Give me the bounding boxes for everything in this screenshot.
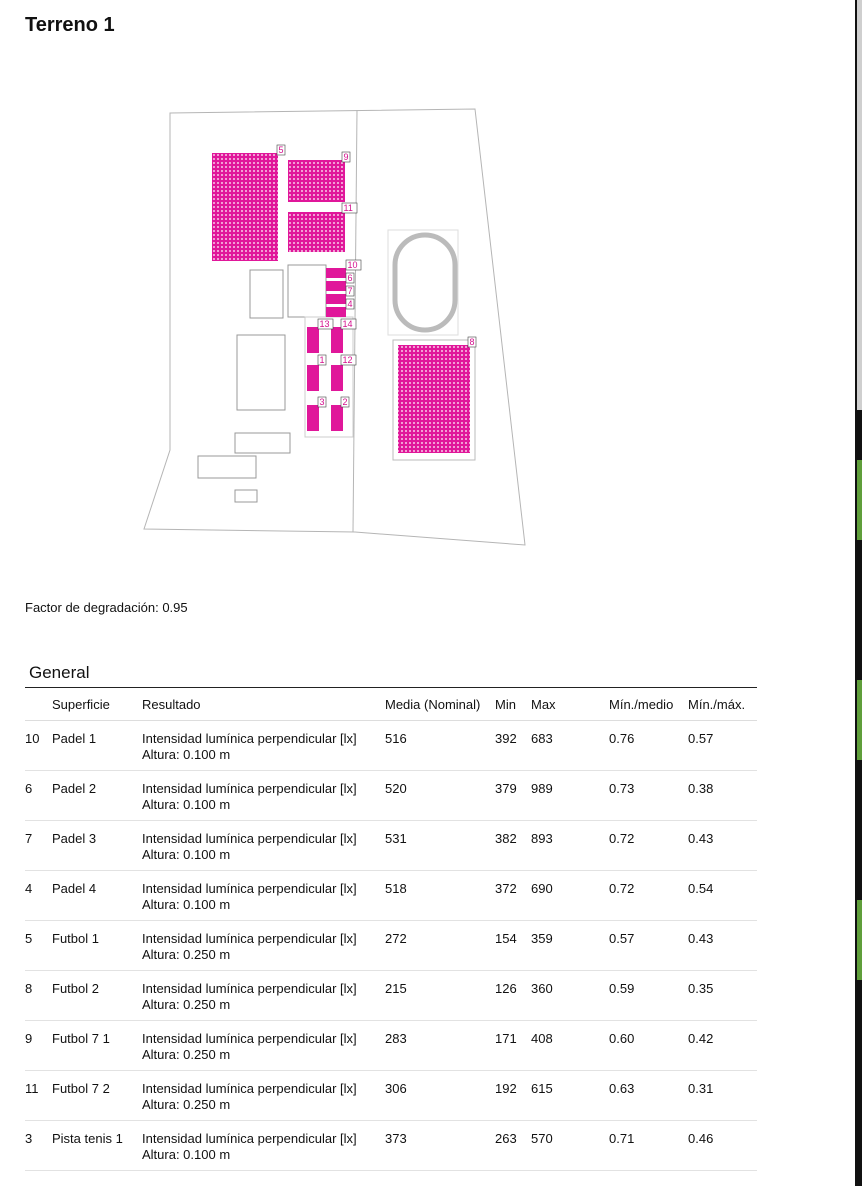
right-edge-gray <box>857 0 862 410</box>
row-media-text: 283 <box>385 1031 407 1046</box>
row-min-max <box>688 1121 757 1171</box>
plan-label: 2 <box>342 397 348 407</box>
plan-label: 8 <box>469 337 475 347</box>
row-surface-text: Futbol 7 1 <box>52 1031 110 1046</box>
row-index-text: 8 <box>25 981 33 996</box>
row-result-text: Intensidad lumínica perpendicular [lx] <box>142 1131 357 1146</box>
row-max <box>531 771 609 821</box>
row-height-text: Altura: 0.250 m <box>142 1047 231 1062</box>
row-result-text: Intensidad lumínica perpendicular [lx] <box>142 781 357 796</box>
row-result <box>142 1071 385 1121</box>
row-media-text: 215 <box>385 981 407 996</box>
header-index <box>25 688 52 721</box>
row-max-text: 360 <box>531 981 553 996</box>
pool <box>198 456 256 478</box>
row-min-text: 154 <box>495 931 517 946</box>
pool-small <box>235 490 257 502</box>
row-min <box>495 1071 531 1121</box>
row-height-text: Altura: 0.250 m <box>142 997 231 1012</box>
row-index <box>25 771 52 821</box>
building <box>250 270 283 318</box>
row-min-max <box>688 721 757 771</box>
row-media <box>385 1121 495 1171</box>
row-min-avg <box>609 1121 688 1171</box>
row-media <box>385 921 495 971</box>
row-min-avg-text: 0.59 <box>609 981 635 996</box>
table-row <box>25 921 757 971</box>
row-min <box>495 871 531 921</box>
row-media <box>385 771 495 821</box>
row-index-text: 6 <box>25 781 33 796</box>
row-min-avg <box>609 971 688 1021</box>
row-height-text: Altura: 0.100 m <box>142 747 231 762</box>
court-padel-3 <box>326 294 346 304</box>
row-min-avg <box>609 921 688 971</box>
degradation-factor-label: Factor de degradación: <box>25 600 159 615</box>
row-height-text: Altura: 0.100 m <box>142 797 231 812</box>
row-height-text: Altura: 0.100 m <box>142 1147 231 1162</box>
row-index <box>25 1121 52 1171</box>
header-result: Resultado <box>142 688 385 721</box>
court-padel-1 <box>326 268 346 278</box>
row-max-text: 893 <box>531 831 553 846</box>
row-min-max-text: 0.35 <box>688 981 714 996</box>
row-min <box>495 921 531 971</box>
row-min-max <box>688 1071 757 1121</box>
court-padel-4 <box>326 307 346 317</box>
plan-label: 6 <box>347 273 353 283</box>
row-media-text: 373 <box>385 1131 407 1146</box>
row-media <box>385 1021 495 1071</box>
header-min-max: Mín./máx. <box>688 688 757 721</box>
row-min <box>495 1121 531 1171</box>
row-surface-text: Futbol 7 2 <box>52 1081 110 1096</box>
row-min-max-text: 0.57 <box>688 731 714 746</box>
court-tennis <box>331 405 343 431</box>
field-futbol-1 <box>212 153 278 261</box>
row-media-text: 272 <box>385 931 407 946</box>
row-min-text: 263 <box>495 1131 517 1146</box>
row-min-text: 372 <box>495 881 517 896</box>
row-index <box>25 1071 52 1121</box>
row-media <box>385 871 495 921</box>
row-index-text: 5 <box>25 931 33 946</box>
row-result-text: Intensidad lumínica perpendicular [lx] <box>142 881 357 896</box>
row-surface-text: Padel 4 <box>52 881 97 896</box>
court-tennis <box>307 405 319 431</box>
row-index <box>25 1021 52 1071</box>
row-media-text: 518 <box>385 881 407 896</box>
row-surface-text: Futbol 1 <box>52 931 99 946</box>
row-min-max-text: 0.43 <box>688 831 714 846</box>
row-min-avg-text: 0.72 <box>609 831 635 846</box>
row-height-text: Altura: 0.250 m <box>142 947 231 962</box>
row-min-max <box>688 921 757 971</box>
row-index <box>25 821 52 871</box>
row-min-max-text: 0.46 <box>688 1131 714 1146</box>
row-max-text: 615 <box>531 1081 553 1096</box>
row-surface-text: Futbol 2 <box>52 981 99 996</box>
row-index-text: 9 <box>25 1031 33 1046</box>
plan-label: 12 <box>342 355 353 365</box>
table-row <box>25 1071 757 1121</box>
row-index <box>25 921 52 971</box>
table-row <box>25 871 757 921</box>
row-min-max-text: 0.38 <box>688 781 714 796</box>
row-result <box>142 771 385 821</box>
row-min-max <box>688 1021 757 1071</box>
row-index-text: 10 <box>25 731 40 746</box>
court-tennis <box>307 327 319 353</box>
site-plan <box>140 105 535 550</box>
row-max <box>531 871 609 921</box>
table-row <box>25 1021 757 1071</box>
row-media <box>385 721 495 771</box>
plan-label: 14 <box>342 319 353 329</box>
row-index <box>25 971 52 1021</box>
row-max <box>531 921 609 971</box>
degradation-factor-value: 0.95 <box>162 600 188 615</box>
row-min-text: 192 <box>495 1081 517 1096</box>
row-media-text: 516 <box>385 731 407 746</box>
court-padel-2 <box>326 281 346 291</box>
row-surface <box>52 821 142 871</box>
row-max <box>531 821 609 871</box>
row-result-text: Intensidad lumínica perpendicular [lx] <box>142 1031 357 1046</box>
field-futbol-2 <box>398 345 470 453</box>
row-surface <box>52 921 142 971</box>
row-min-avg <box>609 721 688 771</box>
row-result-text: Intensidad lumínica perpendicular [lx] <box>142 831 357 846</box>
row-max <box>531 1121 609 1171</box>
row-media-text: 520 <box>385 781 407 796</box>
row-min-max-text: 0.31 <box>688 1081 714 1096</box>
row-max <box>531 1071 609 1121</box>
table-row <box>25 821 757 871</box>
building <box>235 433 290 453</box>
table-header-row <box>25 688 757 721</box>
row-index-text: 11 <box>25 1081 39 1096</box>
header-min: Min <box>495 688 531 721</box>
row-min <box>495 821 531 871</box>
field-futbol7-2 <box>288 212 345 252</box>
row-max-text: 359 <box>531 931 553 946</box>
table-row <box>25 771 757 821</box>
right-edge-green <box>857 680 862 760</box>
row-min-avg-text: 0.71 <box>609 1131 635 1146</box>
table-row <box>25 1121 757 1171</box>
court-tennis <box>307 365 319 391</box>
row-result <box>142 871 385 921</box>
row-min-avg-text: 0.60 <box>609 1031 635 1046</box>
row-index <box>25 871 52 921</box>
row-min-avg <box>609 821 688 871</box>
right-edge-green <box>857 900 862 980</box>
row-surface-text: Padel 1 <box>52 731 97 746</box>
row-min-max <box>688 771 757 821</box>
page-title: Terreno 1 <box>25 14 115 36</box>
row-min-text: 382 <box>495 831 517 846</box>
row-min-max <box>688 871 757 921</box>
row-index <box>25 721 52 771</box>
row-media <box>385 821 495 871</box>
court-tennis <box>331 327 343 353</box>
field-futbol7-1 <box>288 160 345 202</box>
row-min-avg <box>609 1071 688 1121</box>
row-surface-text: Padel 3 <box>52 831 97 846</box>
row-result <box>142 721 385 771</box>
row-max <box>531 1021 609 1071</box>
row-min-max-text: 0.54 <box>688 881 714 896</box>
row-height-text: Altura: 0.250 m <box>142 1097 231 1112</box>
section-title-general: General <box>29 663 90 682</box>
row-min-avg <box>609 771 688 821</box>
row-min-avg-text: 0.73 <box>609 781 635 796</box>
building <box>237 335 285 410</box>
row-surface <box>52 1021 142 1071</box>
row-min-avg-text: 0.76 <box>609 731 635 746</box>
row-result-text: Intensidad lumínica perpendicular [lx] <box>142 731 357 746</box>
building <box>288 265 326 317</box>
row-max-text: 570 <box>531 1131 553 1146</box>
row-min-max-text: 0.42 <box>688 1031 714 1046</box>
row-result <box>142 921 385 971</box>
row-min-avg <box>609 871 688 921</box>
row-min-avg <box>609 1021 688 1071</box>
court-tennis <box>331 365 343 391</box>
plan-label: 5 <box>278 145 284 155</box>
row-surface <box>52 721 142 771</box>
row-min-text: 126 <box>495 981 517 996</box>
row-result <box>142 1121 385 1171</box>
table-row <box>25 971 757 1021</box>
row-min-text: 171 <box>495 1031 517 1046</box>
row-min-avg-text: 0.63 <box>609 1081 635 1096</box>
row-min <box>495 771 531 821</box>
row-min-avg-text: 0.57 <box>609 931 635 946</box>
row-min-max <box>688 821 757 871</box>
header-max: Max <box>531 688 609 721</box>
table-row <box>25 721 757 771</box>
row-result-text: Intensidad lumínica perpendicular [lx] <box>142 931 357 946</box>
row-media-text: 306 <box>385 1081 407 1096</box>
running-track <box>395 235 455 330</box>
plan-label: 4 <box>347 299 353 309</box>
row-height-text: Altura: 0.100 m <box>142 847 231 862</box>
plan-label: 1 <box>319 355 325 365</box>
plan-label: 11 <box>343 203 353 213</box>
row-media-text: 531 <box>385 831 407 846</box>
row-index-text: 3 <box>25 1131 33 1146</box>
row-surface <box>52 871 142 921</box>
row-result <box>142 971 385 1021</box>
plan-label: 3 <box>319 397 325 407</box>
row-surface <box>52 1071 142 1121</box>
row-result-text: Intensidad lumínica perpendicular [lx] <box>142 981 357 996</box>
right-edge-green <box>857 460 862 540</box>
row-result <box>142 821 385 871</box>
row-min-text: 379 <box>495 781 517 796</box>
degradation-factor <box>25 600 188 615</box>
header-surface: Superficie <box>52 688 142 721</box>
row-surface-text: Padel 2 <box>52 781 97 796</box>
row-min-text: 392 <box>495 731 517 746</box>
plan-label: 9 <box>343 152 349 162</box>
row-surface-text: Pista tenis 1 <box>52 1131 123 1146</box>
row-media <box>385 971 495 1021</box>
row-index-text: 4 <box>25 881 33 896</box>
row-height-text: Altura: 0.100 m <box>142 897 231 912</box>
row-min <box>495 971 531 1021</box>
row-max-text: 408 <box>531 1031 553 1046</box>
row-min <box>495 1021 531 1071</box>
row-max-text: 690 <box>531 881 553 896</box>
row-max <box>531 721 609 771</box>
row-result <box>142 1021 385 1071</box>
header-media: Media (Nominal) <box>385 688 495 721</box>
row-max-text: 683 <box>531 731 553 746</box>
row-min-max-text: 0.43 <box>688 931 714 946</box>
row-result-text: Intensidad lumínica perpendicular [lx] <box>142 1081 357 1096</box>
row-min-max <box>688 971 757 1021</box>
row-index-text: 7 <box>25 831 33 846</box>
plan-label: 10 <box>347 260 358 270</box>
row-surface <box>52 1121 142 1171</box>
results-table <box>25 688 757 1171</box>
row-min <box>495 721 531 771</box>
header-min-avg: Mín./medio <box>609 688 688 721</box>
row-surface <box>52 971 142 1021</box>
row-surface <box>52 771 142 821</box>
plan-label: 13 <box>319 319 330 329</box>
row-max <box>531 971 609 1021</box>
plan-label: 7 <box>347 286 353 296</box>
row-max-text: 989 <box>531 781 553 796</box>
row-min-avg-text: 0.72 <box>609 881 635 896</box>
row-media <box>385 1071 495 1121</box>
